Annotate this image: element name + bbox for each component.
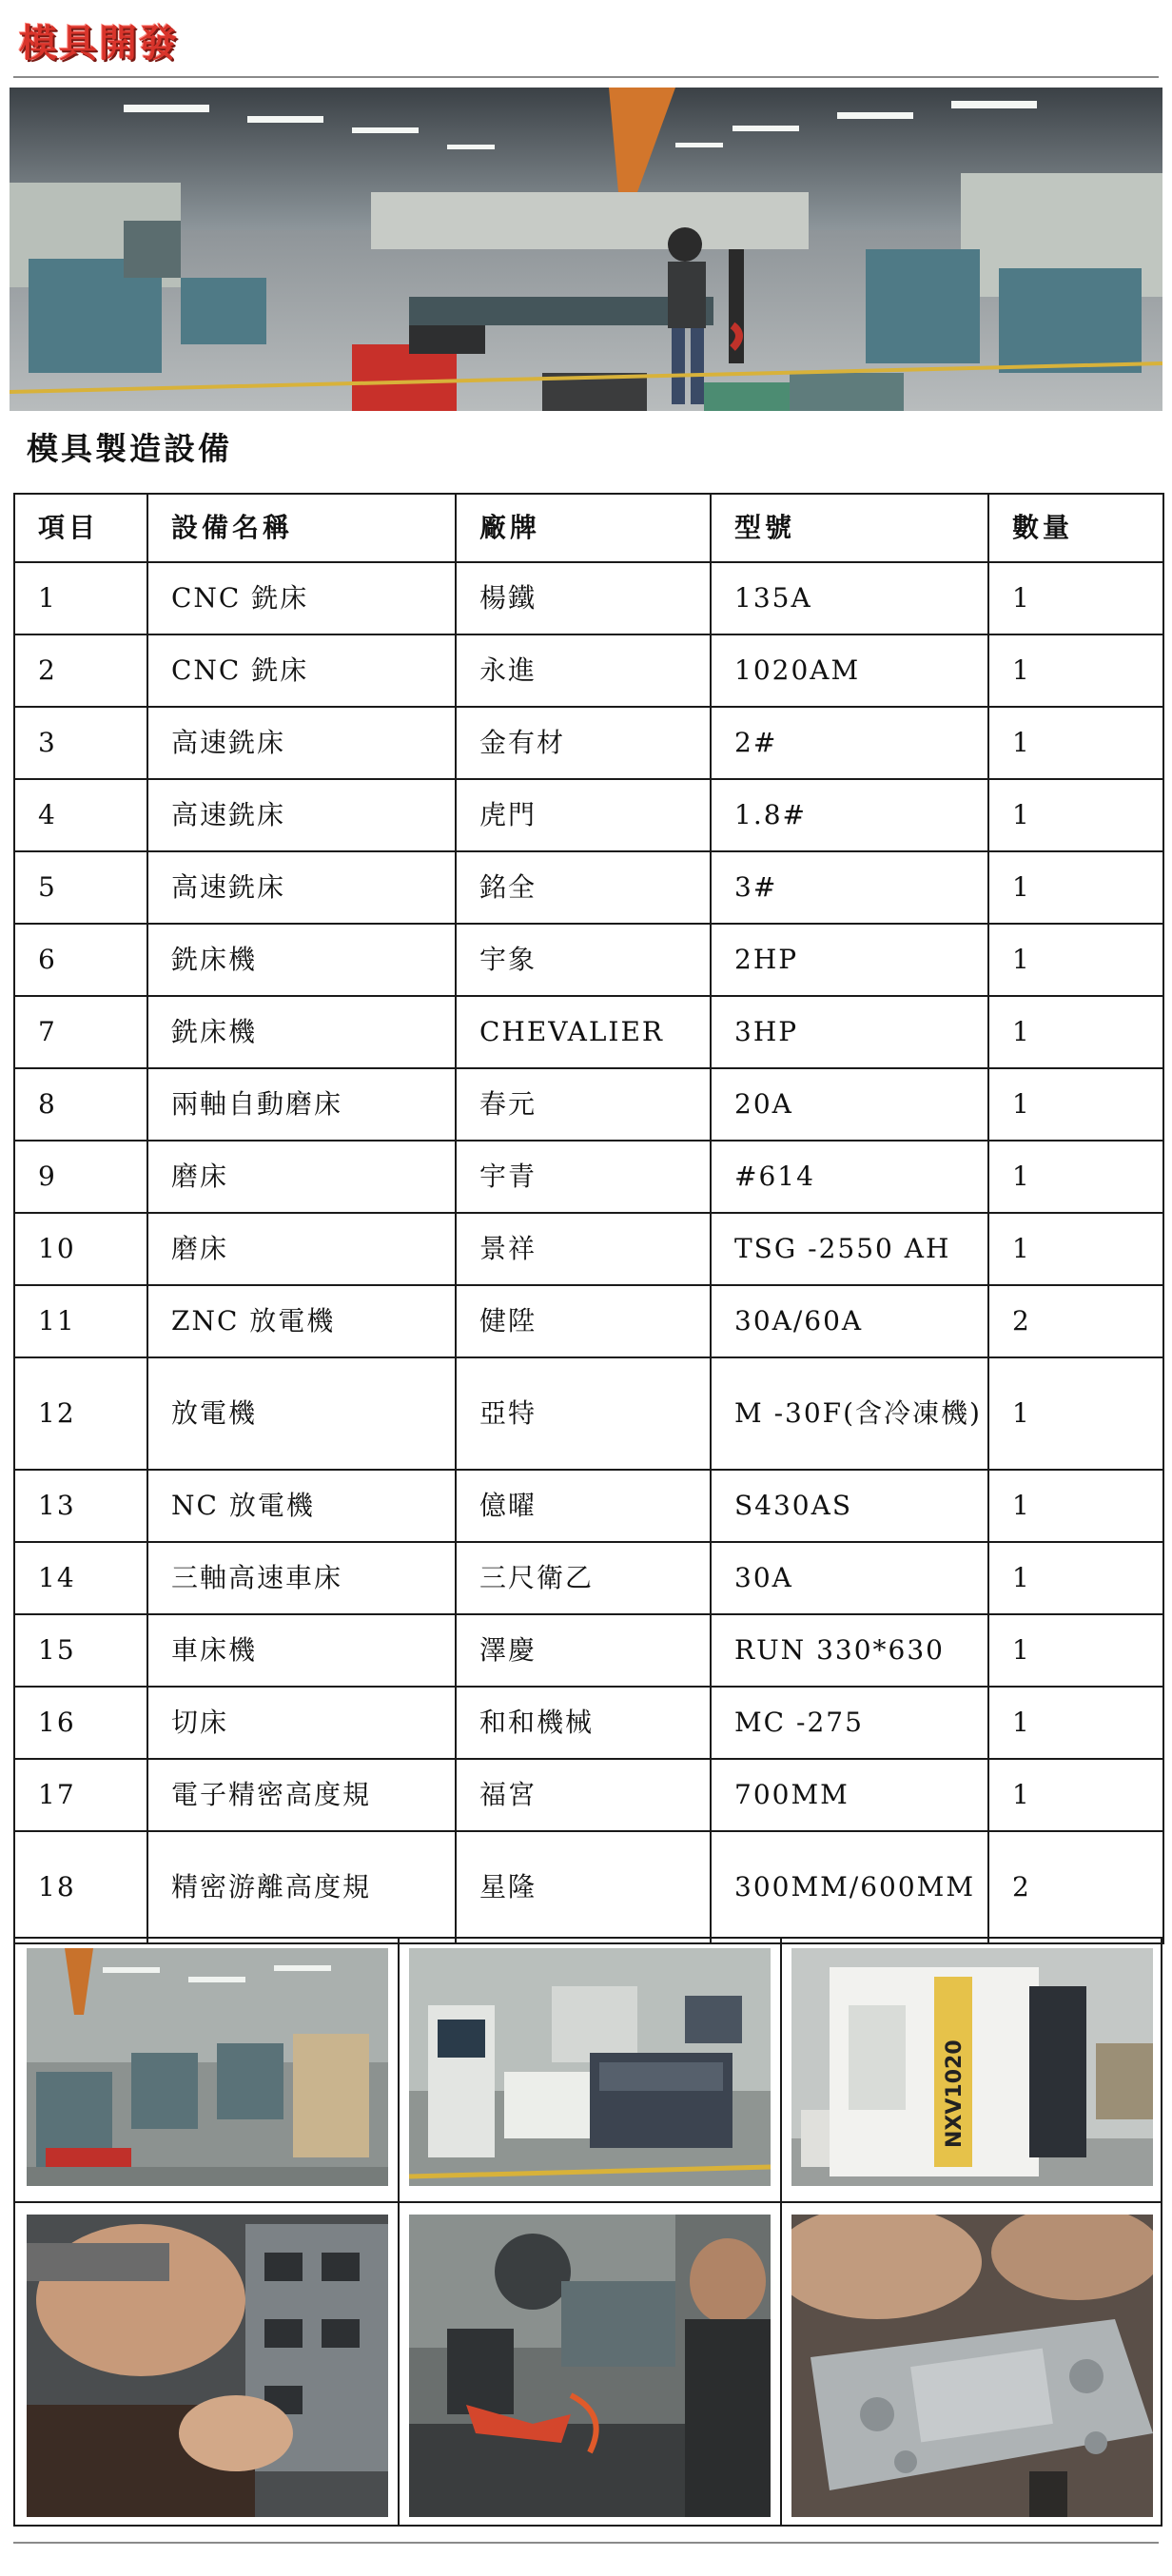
cell-quantity: 1	[988, 1687, 1163, 1759]
page-header	[13, 10, 1159, 78]
table-row	[14, 1759, 1163, 1831]
table-row	[14, 562, 1163, 634]
cell-item: 15	[14, 1614, 147, 1687]
table-row	[14, 779, 1163, 851]
table-row	[14, 1141, 1163, 1213]
cell-brand: 銘全	[456, 851, 711, 924]
cell-equipment-name: 磨床	[147, 1213, 456, 1285]
cell-equipment-name: 高速銑床	[147, 707, 456, 779]
cell-equipment-name: 磨床	[147, 1141, 456, 1213]
cell-equipment-name: 切床	[147, 1687, 456, 1759]
cell-equipment-name: NC 放電機	[147, 1470, 456, 1542]
cell-brand: 健陞	[456, 1285, 711, 1357]
cell-model: TSG -2550 AH	[711, 1213, 988, 1285]
mold-part-assembly-photo	[791, 2215, 1153, 2517]
cell-brand: 星隆	[456, 1831, 711, 1943]
cell-brand: 永進	[456, 634, 711, 707]
gallery-divider	[398, 1939, 400, 2525]
cell-model: MC -275	[711, 1687, 988, 1759]
cell-equipment-name: 車床機	[147, 1614, 456, 1687]
cell-brand: 宇青	[456, 1141, 711, 1213]
cell-quantity: 1	[988, 707, 1163, 779]
cell-model: 30A/60A	[711, 1285, 988, 1357]
cell-quantity: 1	[988, 851, 1163, 924]
table-row	[14, 707, 1163, 779]
cell-model: M -30F(含冷凍機)	[711, 1357, 988, 1470]
equipment-table	[13, 493, 1164, 1944]
cell-model: 135A	[711, 562, 988, 634]
cell-brand: 虎門	[456, 779, 711, 851]
cell-item: 8	[14, 1068, 147, 1141]
cell-item: 10	[14, 1213, 147, 1285]
cell-item: 7	[14, 996, 147, 1068]
table-row	[14, 1614, 1163, 1687]
table-row	[14, 1542, 1163, 1614]
cell-model: 1.8#	[711, 779, 988, 851]
cell-item: 12	[14, 1357, 147, 1470]
cell-model: RUN 330*630	[711, 1614, 988, 1687]
header-item: 項目	[14, 494, 147, 562]
cnc-machine-photo	[791, 1948, 1153, 2186]
cell-brand: 金有材	[456, 707, 711, 779]
cell-equipment-name: 放電機	[147, 1357, 456, 1470]
cell-model: 3HP	[711, 996, 988, 1068]
cell-item: 13	[14, 1470, 147, 1542]
header-model: 型號	[711, 494, 988, 562]
cell-quantity: 1	[988, 562, 1163, 634]
cell-quantity: 1	[988, 1759, 1163, 1831]
cell-model: 20A	[711, 1068, 988, 1141]
table-row	[14, 996, 1163, 1068]
table-row	[14, 1213, 1163, 1285]
table-row	[14, 634, 1163, 707]
equipment-photo-gallery	[13, 1937, 1162, 2527]
cell-equipment-name: 三軸高速車床	[147, 1542, 456, 1614]
cell-equipment-name: 高速銑床	[147, 779, 456, 851]
cell-model: 2HP	[711, 924, 988, 996]
cell-brand: CHEVALIER	[456, 996, 711, 1068]
cell-quantity: 1	[988, 634, 1163, 707]
cell-brand: 楊鐵	[456, 562, 711, 634]
cell-item: 3	[14, 707, 147, 779]
cell-quantity: 1	[988, 1470, 1163, 1542]
edm-machine-photo	[409, 1948, 771, 2186]
cell-equipment-name: 銑床機	[147, 996, 456, 1068]
cell-quantity: 1	[988, 996, 1163, 1068]
header-quantity: 數量	[988, 494, 1163, 562]
cell-brand: 春元	[456, 1068, 711, 1141]
footer-rule	[13, 2542, 1159, 2544]
milling-floor-photo	[27, 1948, 388, 2186]
cell-item: 2	[14, 634, 147, 707]
gallery-divider	[780, 1939, 782, 2525]
cell-brand: 福宮	[456, 1759, 711, 1831]
cell-model: 3#	[711, 851, 988, 924]
table-header-row	[14, 494, 1163, 562]
cell-brand: 億曜	[456, 1470, 711, 1542]
gallery-divider	[15, 2201, 1161, 2203]
cell-quantity: 1	[988, 1542, 1163, 1614]
cell-equipment-name: 精密游離高度規	[147, 1831, 456, 1943]
cell-brand: 三尺衛乙	[456, 1542, 711, 1614]
cell-item: 17	[14, 1759, 147, 1831]
cell-item: 6	[14, 924, 147, 996]
cell-equipment-name: CNC 銑床	[147, 562, 456, 634]
mold-inspection-photo	[27, 2215, 388, 2517]
cell-item: 5	[14, 851, 147, 924]
table-row	[14, 924, 1163, 996]
cell-equipment-name: 銑床機	[147, 924, 456, 996]
cell-quantity: 1	[988, 1213, 1163, 1285]
machine-model-label: NXV1020	[943, 2039, 967, 2148]
header-equipment-name: 設備名稱	[147, 494, 456, 562]
cell-quantity: 2	[988, 1285, 1163, 1357]
cell-model: S430AS	[711, 1470, 988, 1542]
cell-item: 4	[14, 779, 147, 851]
cell-quantity: 1	[988, 924, 1163, 996]
table-row	[14, 1470, 1163, 1542]
cell-item: 14	[14, 1542, 147, 1614]
cell-item: 11	[14, 1285, 147, 1357]
cell-equipment-name: CNC 銑床	[147, 634, 456, 707]
cell-quantity: 1	[988, 779, 1163, 851]
cell-brand: 澤慶	[456, 1614, 711, 1687]
cell-equipment-name: 兩軸自動磨床	[147, 1068, 456, 1141]
cell-brand: 宇象	[456, 924, 711, 996]
table-row	[14, 1831, 1163, 1943]
section-title: 模具製造設備	[27, 430, 232, 467]
cell-item: 9	[14, 1141, 147, 1213]
cell-item: 1	[14, 562, 147, 634]
header-brand: 廠牌	[456, 494, 711, 562]
cell-brand: 和和機械	[456, 1687, 711, 1759]
factory-floor-photo	[10, 88, 1162, 411]
cell-quantity: 1	[988, 1357, 1163, 1470]
cell-model: 30A	[711, 1542, 988, 1614]
cell-equipment-name: 電子精密高度規	[147, 1759, 456, 1831]
cell-model: 700MM	[711, 1759, 988, 1831]
cell-quantity: 1	[988, 1614, 1163, 1687]
cell-model: 300MM/600MM	[711, 1831, 988, 1943]
cell-item: 18	[14, 1831, 147, 1943]
table-row	[14, 1357, 1163, 1470]
cell-model: 1020AM	[711, 634, 988, 707]
cell-brand: 景祥	[456, 1213, 711, 1285]
page-title: 模具開發	[19, 22, 179, 66]
cell-model: #614	[711, 1141, 988, 1213]
table-row	[14, 851, 1163, 924]
cell-brand: 亞特	[456, 1357, 711, 1470]
table-row	[14, 1068, 1163, 1141]
cell-equipment-name: ZNC 放電機	[147, 1285, 456, 1357]
cell-model: 2#	[711, 707, 988, 779]
machining-operation-photo	[409, 2215, 771, 2517]
table-row	[14, 1687, 1163, 1759]
cell-equipment-name: 高速銑床	[147, 851, 456, 924]
table-row	[14, 1285, 1163, 1357]
cell-quantity: 1	[988, 1141, 1163, 1213]
cell-item: 16	[14, 1687, 147, 1759]
cell-quantity: 2	[988, 1831, 1163, 1943]
cell-quantity: 1	[988, 1068, 1163, 1141]
